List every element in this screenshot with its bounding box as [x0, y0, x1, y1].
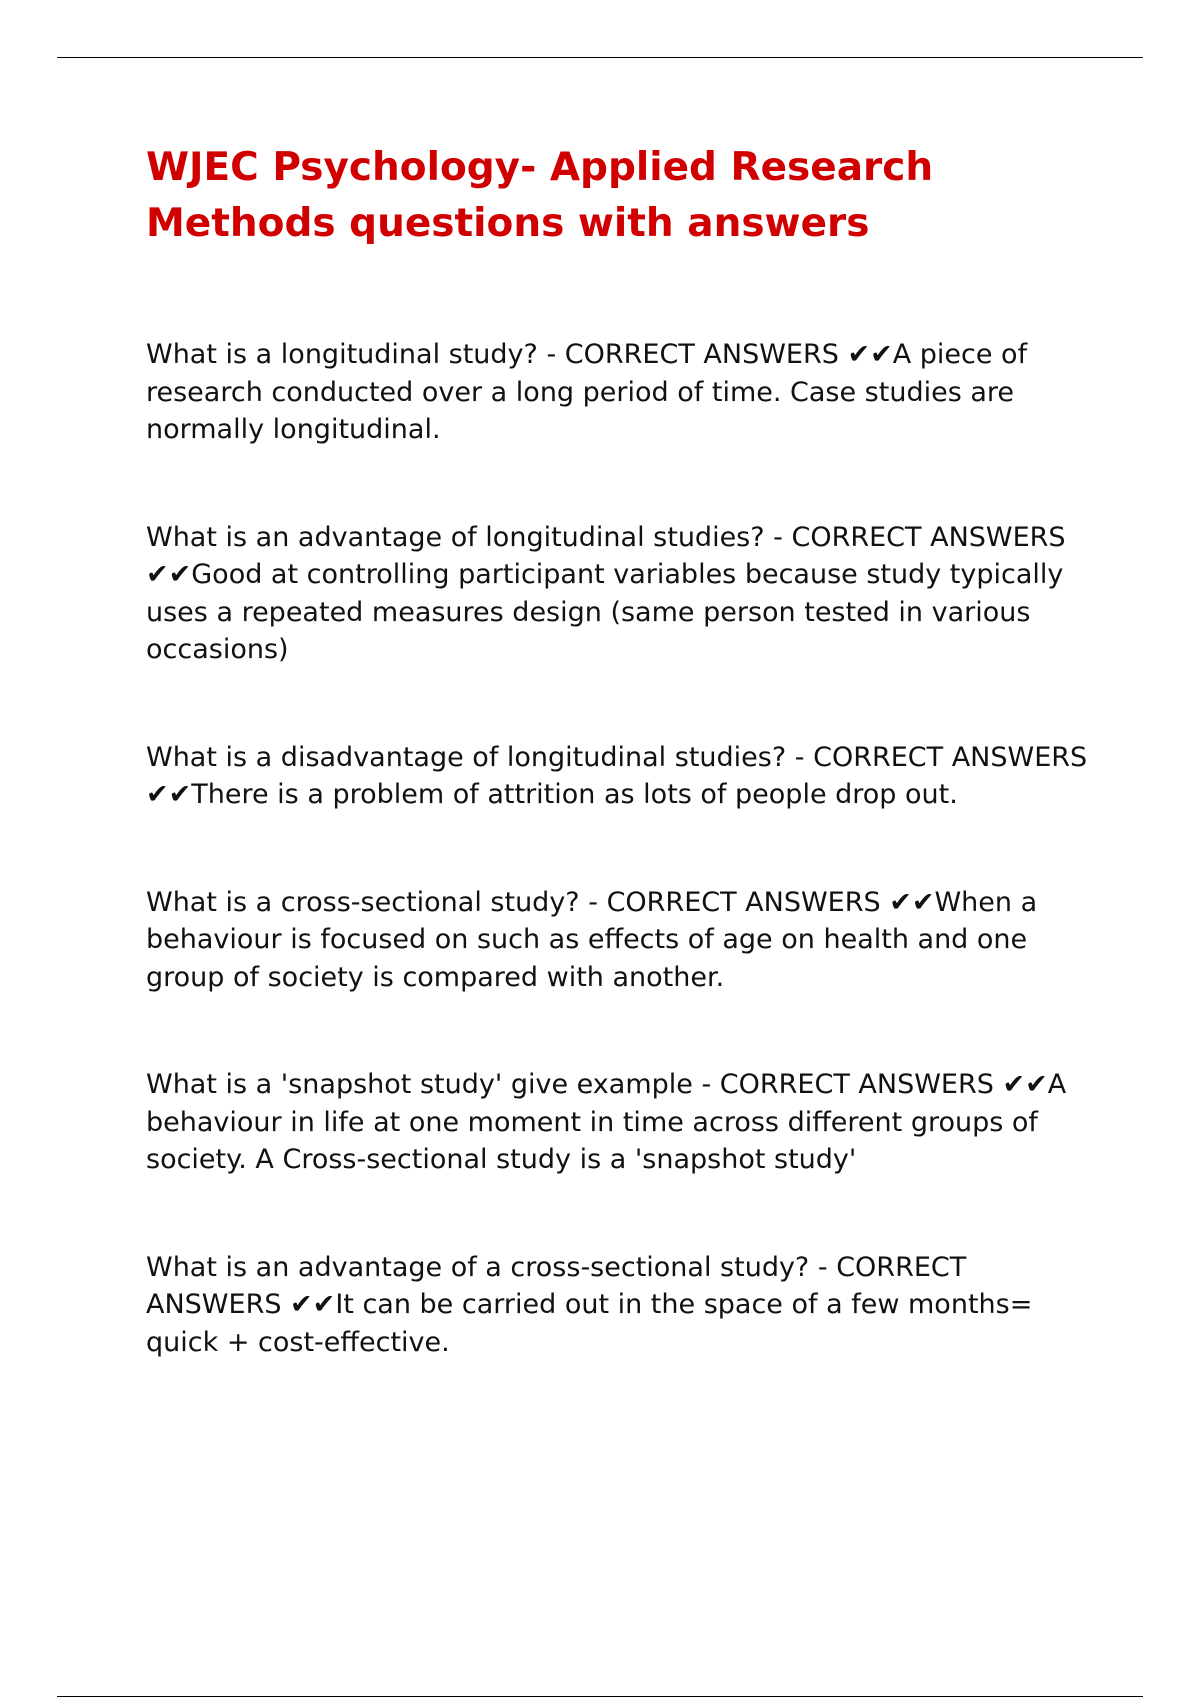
qa-list: [146, 336, 1096, 1431]
qa-item: [146, 519, 1096, 669]
answer-tag: CORRECT ANSWERS: [564, 339, 839, 370]
answer-tag: CORRECT ANSWERS: [791, 521, 1066, 553]
check-mark-icon: ✔✔: [838, 339, 893, 370]
check-mark-icon: ✔✔: [993, 1069, 1048, 1100]
qa-item: [146, 336, 1096, 449]
qa-item: [146, 739, 1096, 814]
separator: -: [692, 1069, 720, 1100]
question-text: What is an advantage of a cross-sectional study?: [146, 1251, 810, 1283]
top-rule: [57, 57, 1143, 58]
answer-text: It can be carried out in the space of a few months= quick + cost-effective.: [146, 1289, 1041, 1358]
question-text: What is a longitudinal study?: [146, 339, 538, 370]
answer-text: When a behaviour is focused on such as effects of age on health and one group of society is compared with another.: [146, 886, 1046, 993]
question-text: What is an advantage of longitudinal studies?: [146, 521, 765, 553]
answer-tag: CORRECT ANSWERS: [813, 741, 1088, 773]
answer-text: A behaviour in life at one moment in time across different groups of society. A Cross-sectional study is a 'snapshot study': [146, 1069, 1075, 1175]
separator: -: [786, 741, 814, 773]
answer-tag: CORRECT ANSWERS: [606, 886, 881, 918]
document-title: WJEC Psychology- Applied Research Methods questions with answers: [146, 145, 934, 246]
question-text: What is a disadvantage of longitudinal studies?: [146, 741, 787, 773]
qa-item: [146, 884, 1096, 997]
check-mark-icon: ✔✔: [880, 886, 935, 918]
answer-text: A piece of research conducted over a long period of time. Case studies are normally longitudinal.: [146, 339, 1036, 445]
answer-tag: CORRECT ANSWERS: [146, 1251, 975, 1320]
answer-tag: CORRECT ANSWERS: [719, 1069, 994, 1100]
question-text: What is a 'snapshot study' give example: [146, 1069, 693, 1100]
separator: -: [809, 1251, 837, 1283]
bottom-rule: [57, 1696, 1143, 1697]
separator: -: [579, 886, 607, 918]
check-mark-icon: ✔✔: [146, 521, 1075, 590]
check-mark-icon: ✔✔: [281, 1289, 336, 1320]
qa-item: [146, 1066, 1096, 1179]
separator: -: [764, 521, 792, 553]
answer-text: There is a problem of attrition as lots of people drop out.: [191, 779, 958, 810]
question-text: What is a cross-sectional study?: [146, 886, 580, 918]
answer-text: Good at controlling participant variables because study typically uses a repeated measures design (same person tested in various occasions): [146, 559, 1072, 665]
qa-item: [146, 1249, 1096, 1362]
check-mark-icon: ✔✔: [146, 741, 1096, 810]
separator: -: [537, 339, 565, 370]
